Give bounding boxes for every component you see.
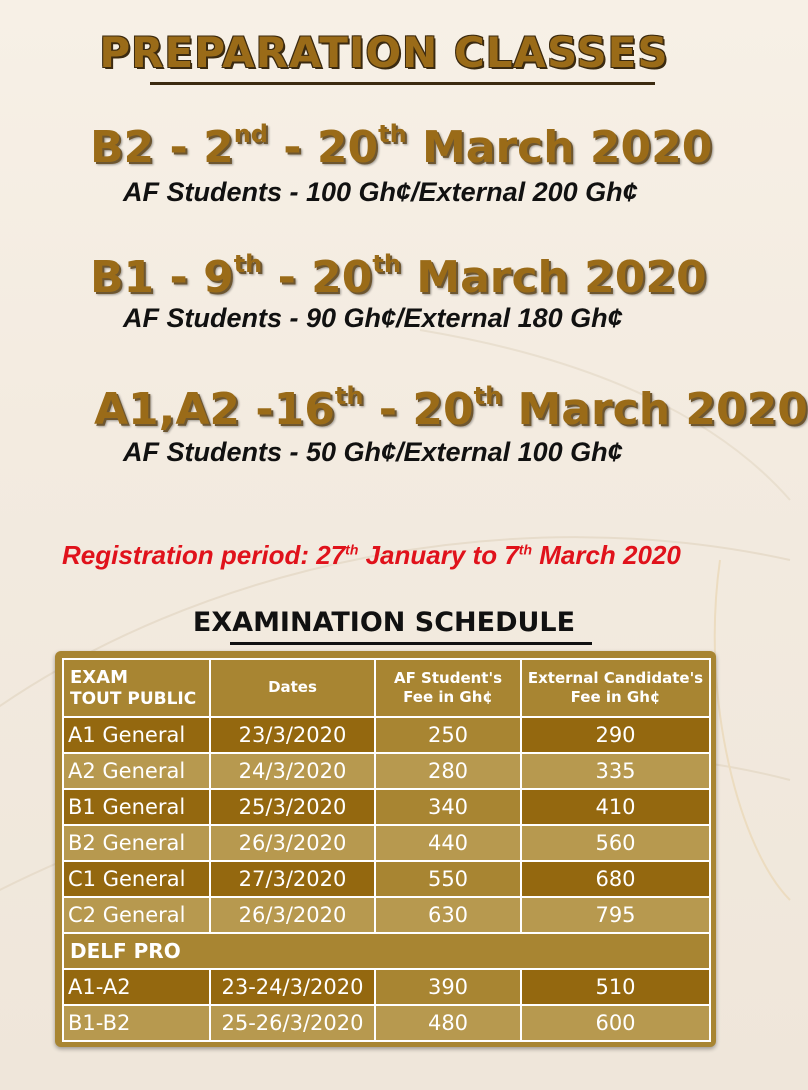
table-row [63, 969, 710, 1005]
registration-suffix-1: th [345, 541, 359, 558]
schedule-table [62, 658, 711, 1042]
course-level: B1 [90, 252, 155, 303]
cell-date: 26/3/2020 [210, 897, 375, 933]
cell-external-fee: 680 [521, 861, 710, 897]
cell-external-fee: 795 [521, 897, 710, 933]
cell-af-fee: 550 [375, 861, 521, 897]
registration-prefix: Registration period: 27 [62, 540, 346, 570]
cell-date: 25/3/2020 [210, 789, 375, 825]
course-month-year: March 2020 [421, 122, 713, 173]
cell-af-fee: 280 [375, 753, 521, 789]
course-start: 2 [203, 122, 234, 173]
page-title: PREPARATION CLASSES [99, 28, 669, 77]
header-external-fee-unit: Fee in Gh¢ [570, 688, 661, 706]
course-end-suffix: th [473, 382, 503, 411]
header-exam [63, 659, 210, 717]
course-month-year: March 2020 [517, 384, 808, 435]
table-row [63, 897, 710, 933]
cell-af-fee: 390 [375, 969, 521, 1005]
course-start: 9 [203, 252, 234, 303]
table-row [63, 861, 710, 897]
course-end: 20 [316, 122, 379, 173]
course-start: 16 [273, 384, 335, 435]
header-external-fee-label: External Candidate's [527, 668, 704, 687]
schedule-title-underline [230, 642, 592, 645]
cell-af-fee: 340 [375, 789, 521, 825]
table-row [63, 753, 710, 789]
course-level: A1,A2 [94, 384, 241, 435]
header-af-fee-label: AF Student's [393, 668, 502, 687]
course-start-suffix: nd [233, 120, 268, 149]
header-af-fee-unit: Fee in Gh¢ [403, 688, 493, 706]
table-row [63, 825, 710, 861]
registration-period [62, 540, 681, 571]
cell-exam: A2 General [63, 753, 210, 789]
header-dates: Dates [210, 659, 375, 717]
cell-af-fee: 480 [375, 1005, 521, 1041]
cell-date: 26/3/2020 [210, 825, 375, 861]
course-end: 20 [311, 252, 373, 303]
schedule-table-panel [55, 651, 716, 1047]
cell-af-fee: 630 [375, 897, 521, 933]
header-exam-sub: TOUT PUBLIC [70, 688, 197, 709]
course-month-year: March 2020 [416, 252, 707, 303]
section-delf-pro: DELF PRO [63, 933, 710, 969]
header-af-fee [375, 659, 521, 717]
cell-date: 23-24/3/2020 [210, 969, 375, 1005]
course-fee: AF Students - 90 Gh¢/External 180 Gh¢ [123, 303, 623, 333]
cell-external-fee: 335 [521, 753, 710, 789]
title-underline [150, 82, 655, 85]
course-start-suffix: th [233, 250, 263, 279]
cell-af-fee: 250 [375, 717, 521, 753]
table-row [63, 717, 710, 753]
cell-date: 27/3/2020 [210, 861, 375, 897]
cell-exam: A1 General [63, 717, 210, 753]
course-level: B2 [90, 122, 155, 173]
course-b1 [0, 252, 768, 334]
course-a1-a2 [0, 382, 808, 468]
cell-exam: C2 General [63, 897, 210, 933]
table-row [63, 789, 710, 825]
table-row [63, 1005, 710, 1041]
registration-suffix-2: th [518, 541, 532, 558]
cell-external-fee: 410 [521, 789, 710, 825]
cell-date: 24/3/2020 [210, 753, 375, 789]
cell-date: 25-26/3/2020 [210, 1005, 375, 1041]
header-exam-label: EXAM [70, 667, 129, 688]
header-external-fee [521, 659, 710, 717]
schedule-title: EXAMINATION SCHEDULE [192, 607, 576, 638]
registration-middle: January to 7 [358, 540, 519, 570]
course-fee: AF Students - 100 Gh¢/External 200 Gh¢ [123, 177, 638, 207]
cell-exam: B2 General [63, 825, 210, 861]
table-header-row [63, 659, 710, 717]
cell-exam: B1-B2 [63, 1005, 210, 1041]
cell-external-fee: 560 [521, 825, 710, 861]
course-start-suffix: th [334, 382, 364, 411]
cell-af-fee: 440 [375, 825, 521, 861]
course-heading: B1 - 9th - 20th March 2020 [90, 250, 707, 303]
cell-external-fee: 510 [521, 969, 710, 1005]
registration-end: March 2020 [532, 540, 681, 570]
course-b2 [0, 122, 768, 208]
course-end-suffix: th [378, 120, 407, 149]
course-heading: B2 - 2nd - 20th March 2020 [90, 120, 713, 173]
course-fee: AF Students - 50 Gh¢/External 100 Gh¢ [123, 437, 623, 467]
course-end-suffix: th [372, 250, 401, 279]
course-end: 20 [412, 384, 474, 435]
course-heading: A1,A2 -16th - 20th March 2020 [94, 382, 808, 435]
cell-external-fee: 290 [521, 717, 710, 753]
cell-date: 23/3/2020 [210, 717, 375, 753]
cell-exam: B1 General [63, 789, 210, 825]
section-row [63, 933, 710, 969]
cell-external-fee: 600 [521, 1005, 710, 1041]
cell-exam: A1-A2 [63, 969, 210, 1005]
cell-exam: C1 General [63, 861, 210, 897]
